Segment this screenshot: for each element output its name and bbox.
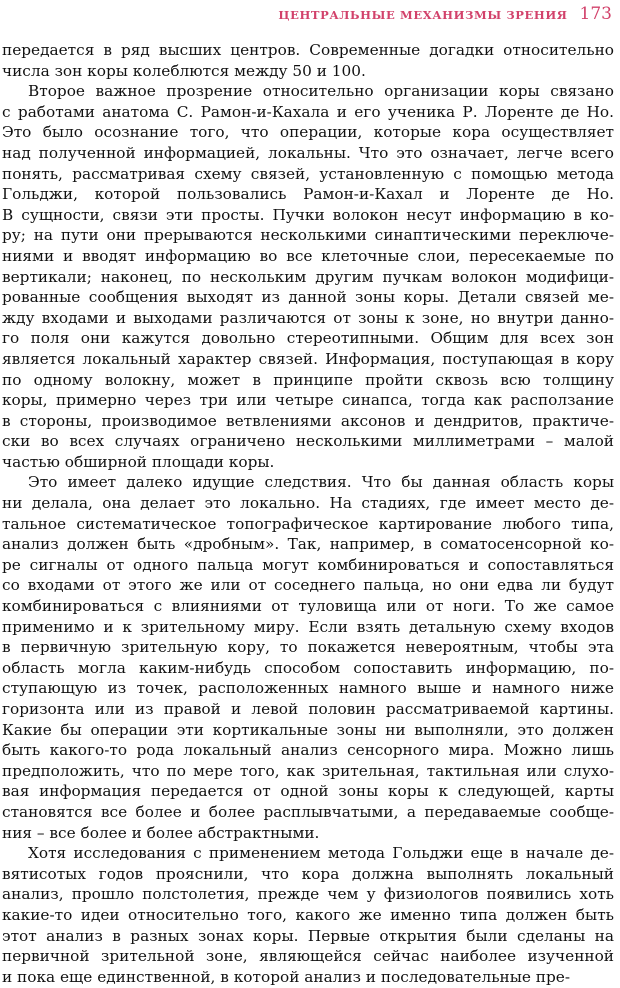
text-line: частью обширной площади коры. (2, 452, 275, 471)
text-line: Это имеет далеко идущие следствия. Что бы данная область коры (28, 473, 614, 492)
text-line: какие-то идеи относительно того, какого же именно типа должен быть (2, 905, 614, 924)
running-header (278, 4, 612, 24)
text-line: и пока еще единственной, в которой анализ и последовательные пре- (2, 967, 571, 986)
text-line: ступающую из точек, расположенных намного выше и намного ниже (2, 679, 614, 698)
text-line: понять, рассматривая схему связей, установленную с помощью метода (2, 164, 614, 183)
text-line: ру; на пути они прерываются несколькими синаптическими переключе- (2, 226, 614, 245)
text-line: становятся все более и более расплывчатыми, а передаваемые сообще- (2, 802, 614, 821)
text-line: анализ должен быть «дробным». Так, например, в соматосенсорной ко- (2, 535, 614, 554)
text-line: го поля они кажутся довольно стереотипными. Общим для всех зон (2, 329, 614, 348)
text-line: со входами от этого же или от соседнего пальца, но они едва ли будут (2, 576, 614, 595)
text-line: предположить, что по мере того, как зрительная, тактильная или слухо- (2, 761, 614, 780)
text-line: рованные сообщения выходят из данной зоны коры. Детали связей ме- (2, 288, 614, 307)
text-line: числа зон коры колеблются между 50 и 100. (2, 61, 366, 80)
text-line: тальное систематическое топографическое картирование любого типа, (2, 514, 614, 533)
text-line: по одному волокну, может в принципе пройти сквозь всю толщину (2, 370, 614, 389)
text-line: ния – все более и более абстрактными. (2, 823, 320, 842)
text-line: ски во всех случаях ограничено несколькими миллиметрами – малой (2, 432, 614, 451)
text-line: этот анализ в разных зонах коры. Первые открытия были сделаны на (2, 926, 614, 945)
text-line: Второе важное прозрение относительно организации коры связано (28, 82, 614, 101)
paragraph (0, 472, 620, 843)
text-line: горизонта или из правой и левой половин рассматриваемой картины. (2, 700, 614, 718)
text-line: коры, примерно через три или четыре синапса, тогда как расползание (2, 391, 614, 410)
text-line: ни делала, она делает это локально. На стадиях, где имеет место де- (2, 494, 614, 513)
page-number: 173 (579, 4, 612, 24)
paragraph (0, 843, 620, 987)
text-line: Это было осознание того, что операции, которые кора осуществляет (2, 123, 614, 142)
text-line: вятисотых годов прояснили, что кора должна выполнять локальный (2, 864, 614, 883)
text-line: жду входами и выходами различаются от зоны к зоне, но внутри данно- (2, 308, 614, 327)
text-line: первичной зрительной зоне, являющейся сейчас наиболее изученной (2, 947, 614, 966)
paragraph (0, 81, 620, 472)
text-line: Гольджи, которой пользовались Рамон-и-Кахал и Лоренте де Но. (2, 185, 614, 204)
text-line: является локальный характер связей. Информация, поступающая в кору (2, 349, 614, 368)
text-line: над полученной информацией, локальны. Что это означает, легче всего (2, 143, 614, 162)
text-line: комбинироваться с влияниями от туловища или от ноги. То же самое (2, 597, 614, 616)
body-text (0, 40, 620, 987)
text-line: быть какого-то рода локальный анализ сенсорного мира. Можно лишь (2, 741, 614, 760)
text-line: ре сигналы от одного пальца могут комбинироваться и сопоставляться (2, 555, 614, 574)
text-line: в первичную зрительную кору, то покажется невероятным, чтобы эта (2, 638, 614, 657)
text-line: Какие бы операции эти кортикальные зоны ни выполняли, это должен (2, 720, 614, 739)
text-line: ниями и вводят информацию во все клеточные слои, пересекаемые по (2, 246, 614, 265)
paragraph (0, 40, 620, 81)
text-line: область могла каким-нибудь способом сопоставить информацию, по- (2, 658, 614, 677)
text-line: в стороны, производимое ветвлениями аксонов и дендритов, практиче- (2, 411, 614, 430)
text-line: В сущности, связи эти просты. Пучки волокон несут информацию в ко- (2, 205, 614, 224)
text-line: применимо и к зрительному миру. Если взять детальную схему входов (2, 617, 614, 636)
text-line: вертикали; наконец, по нескольким другим пучкам волокон модифици- (2, 267, 614, 286)
text-line: анализ, прошло полстолетия, прежде чем у физиологов появились хоть (2, 885, 614, 904)
text-line: Хотя исследования с применением метода Гольджи еще в начале де- (28, 844, 614, 863)
chapter-title: ЦЕНТРАЛЬНЫЕ МЕХАНИЗМЫ ЗРЕНИЯ (278, 8, 568, 22)
text-line: передается в ряд высших центров. Современные догадки относительно (2, 41, 614, 59)
text-line: вая информация передается от одной зоны коры к следующей, карты (2, 782, 614, 801)
text-line: с работами анатома С. Рамон-и-Кахала и его ученика Р. Лоренте де Но. (2, 102, 614, 121)
